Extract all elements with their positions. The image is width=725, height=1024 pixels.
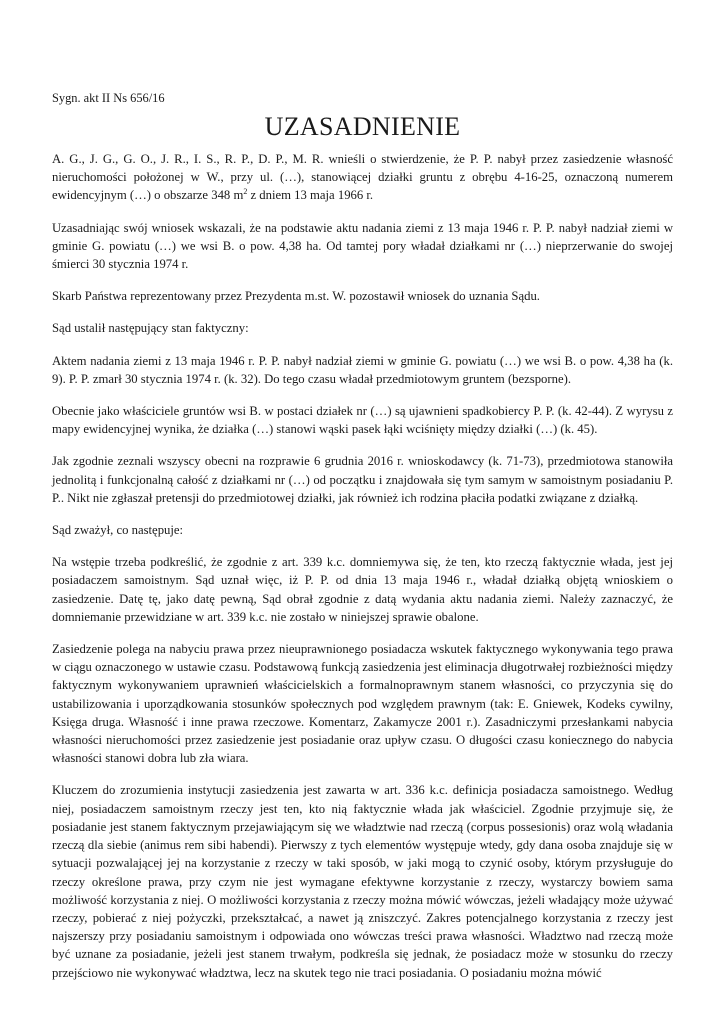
- paragraph-1: [52, 150, 673, 205]
- paragraph-7: Jak zgodnie zeznali wszyscy obecni na rozprawie 6 grudnia 2016 r. wnioskodawcy (k. 71-73), przedmiotowa stanowiła jednolitą i funkcjonalną całość z działkami nr (…) od początku i znajdowała się tym samym w samoistnym posiadaniu P. P.. Nikt nie zgłaszał pretensji do przedmiotowej działki, jak również ich rodzina płaciła podatki związane z działką.: [52, 454, 673, 505]
- paragraph-8: Sąd zważył, co następuje:: [52, 523, 184, 538]
- paragraph-6: Obecnie jako właściciele gruntów wsi B. w postaci działek nr (…) są ujawnieni spadkobiercy P. P. (k. 42-44). Z wyrysu z mapy ewidencyjnej wynika, że działka (…) stanowi wąski pasek łąki wciśnięty między działki (…) (k. 45).: [52, 404, 673, 437]
- paragraph-1-text-end: z dniem 13 maja 1966 r.: [247, 188, 374, 203]
- paragraph-5: Aktem nadania ziemi z 13 maja 1946 r. P. P. nabył nadział ziemi w gminie G. powiatu (…) we wsi B. o pow. 4,38 ha (k. 9). P. P. zmarł 30 stycznia 1974 r. (k. 32). Do tego czasu władał przedmiotowym gruntem (bezsporne).: [52, 353, 673, 386]
- paragraph-10: Zasiedzenie polega na nabyciu prawa przez nieuprawnionego posiadacza wskutek faktycznego wykonywania tego prawa w ciągu oznaczonego w ustawie czasu. Podstawową funkcją zasiedzenia jest eliminacja długotrwałej rozbieżności między faktycznym wykonywaniem uprawnień właścicielskich a formalnoprawnym stanem własności, co przyczynia się do ustabilizowania i uporządkowania stosunków społecznych pod względem prawnym (tak: E. Gniewek, Kodeks cywilny, Księga druga. Własność i inne prawa rzeczowe. Komentarz, Zakamycze 2001 r.). Zasadniczymi przesłankami nabycia własności nieruchomości przez zasiedzenie jest posiadanie oraz upływ czasu. O długości czasu koniecznego do nabycia własności stanowi dobra lub zła wiara.: [52, 642, 673, 766]
- paragraph-4: Sąd ustalił następujący stan faktyczny:: [52, 321, 249, 336]
- paragraph-2: Uzasadniając swój wniosek wskazali, że na podstawie aktu nadania ziemi z 13 maja 1946 r. P. P. nabył nadział ziemi w gminie G. powiatu (…) we wsi B. o pow. 4,38 ha. Od tamtej pory władał działkami nr (…) nieprzerwanie do swojej śmierci 30 stycznia 1974 r.: [52, 220, 673, 272]
- case-signature: Sygn. akt II Ns 656/16: [52, 91, 165, 105]
- area-unit-superscript: 2: [243, 187, 248, 197]
- paragraph-1-text: A. G., J. G., G. O., J. R., I. S., R. P., D. P., M. R. wnieśli o stwierdzenie, że P. P. nabył przez zasiedzenie własność nieruchomości położonej w W., przy ul. (…), stanowiącej działki gruntu z obrębu 4-16-25, oznaczoną numerem ewidencyjnym (…) o obszarze 348 m: [52, 152, 673, 203]
- paragraph-3: Skarb Państwa reprezentowany przez Prezydenta m.st. W. pozostawił wniosek do uznania Sądu.: [52, 289, 540, 304]
- document-title: UZASADNIENIE: [264, 112, 461, 141]
- paragraph-9: Na wstępie trzeba podkreślić, że zgodnie z art. 339 k.c. domniemywa się, że ten, kto rzeczą faktycznie włada, jest jej posiadaczem samoistnym. Sąd uznał więc, iż P. P. od dnia 13 maja 1946 r., władał działką objętą wnioskiem o zasiedzenie. Datę tę, jako datę pewną, Sąd obrał zgodnie z datą wydania aktu nadania ziemi. Należy zaznaczyć, że domniemanie przewidziane w art. 339 k.c. nie zostało w niniejszej sprawie obalone.: [52, 555, 673, 624]
- paragraph-11: Kluczem do zrozumienia instytucji zasiedzenia jest zawarta w art. 336 k.c. definicja posiadacza samoistnego. Według niej, posiadaczem samoistnym rzeczy jest ten, kto nią faktycznie włada jak właściciel. Zgodnie przyjmuje się, że posiadanie jest stanem faktycznym przejawiającym się we władztwie nad rzeczą (corpus possesionis) oraz wolą władania rzeczą dla siebie (animus rem sibi habendi). Pierwszy z tych elementów występuje wtedy, gdy dana osoba znajduje się w sytuacji pozwalającej jej na korzystanie z rzeczy w taki sposób, w jaki mogą to czynić osoby, którym przysługuje do rzeczy określone prawa, przy czym nie jest wymagane efektywne korzystanie z rzeczy, wystarczy bowiem sama możliwość korzystania z niej. O możliwości korzystania z rzeczy można mówić wówczas, jeżeli władający może używać rzeczy, pobierać z niej pożyczki, przekształcać, a nawet ją zniszczyć. Zakres potencjalnego korzystania z rzeczy jest najszerszy przy posiadaniu samoistnym i odpowiada ono wówczas treści prawa własności. Władztwo nad rzeczą może być uznane za posiadanie, jeżeli jest stanem trwałym, podkreśla się jednak, że posiadacz może w stosunku do rzeczy przejściowo nie wykonywać władztwa, lecz na skutek tego nie traci posiadania. O posiadaniu można mówić: [52, 783, 673, 980]
- document-body: [52, 150, 673, 982]
